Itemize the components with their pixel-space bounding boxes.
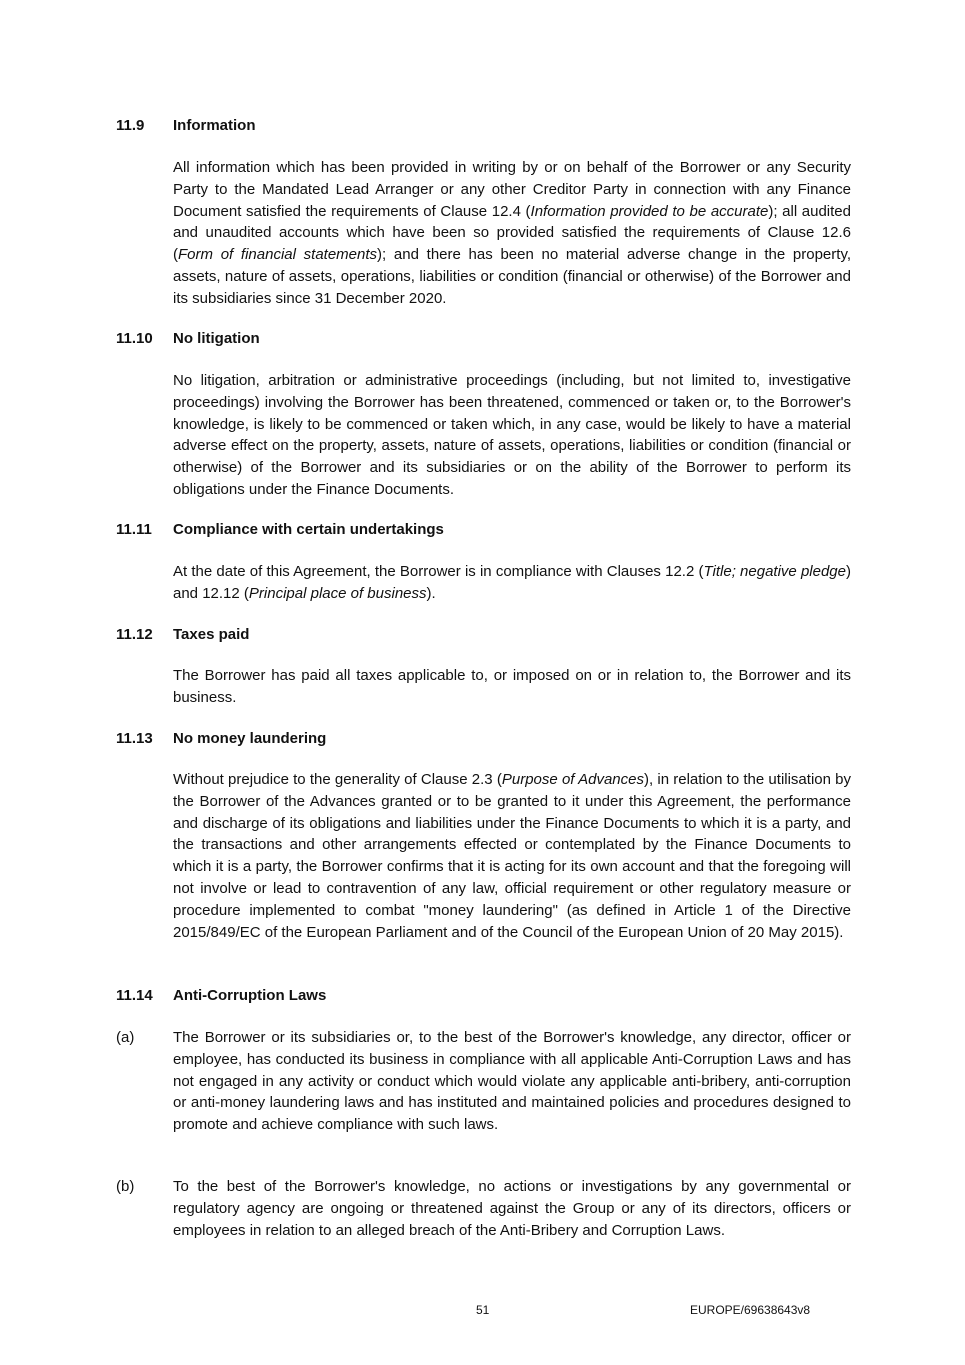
- text-run: At the date of this Agreement, the Borrower is in compliance with Clauses 12.2 (: [173, 563, 704, 580]
- section-title: No litigation: [173, 330, 260, 347]
- section-number: 11.12: [116, 626, 153, 643]
- page-number: 51: [476, 1303, 490, 1317]
- section-heading: [116, 115, 256, 137]
- section-paragraph: [173, 561, 851, 605]
- section-title: Information: [173, 117, 256, 134]
- list-item-text: The Borrower or its subsidiaries or, to the best of the Borrower's knowledge, any director, officer or employee, has conducted its business in compliance with all applicable Anti-Corruption Laws and has not engaged in any activity or conduct which would violate any applicable anti-bribery, anti-corruption or anti-money laundering laws and has instituted and maintained policies and procedures designed to promote and achieve compliance with such laws.: [173, 1029, 851, 1134]
- section-number: 11.11: [116, 521, 152, 538]
- text-run: The Borrower has paid all taxes applicable to, or imposed on or in relation to, the Borrower and its business.: [173, 667, 851, 706]
- section-number: 11.9: [116, 117, 145, 134]
- italic-reference: Title; negative pledge: [703, 563, 846, 580]
- section-heading: [116, 519, 444, 541]
- italic-reference: Form of financial statements: [178, 246, 378, 264]
- section-heading: [116, 985, 326, 1007]
- section-number: 11.14: [116, 987, 153, 1004]
- section-number: 11.13: [116, 730, 153, 747]
- text-run: ).: [426, 584, 436, 602]
- list-item-label: (a): [116, 1029, 135, 1046]
- text-run: ); all audited and unaudited accounts which have been so provided satisfied the requirements of Clause 12.6 (: [173, 202, 851, 264]
- section-paragraph: [173, 370, 851, 501]
- text-run: ), in relation to the utilisation by the Borrower of the Advances granted or to be granted to it under this Agreement, the performance and discharge of its obligations and liabilities under the Finance Documents to which it is a party, and the transactions and other arrangements effected or contemplated by the Finance Documents to which it is a party, the Borrower confirms that it is acting for its own account and that the foregoing will not involve or lead to contravention of any law, official requirement or other regulatory measure or procedure implemented to combat "money laundering" (as defined in Article 1 of the Directive 2015/849/EC of the European Parliament and of the Council of the European Union of 20 May 2015).: [173, 771, 852, 941]
- section-paragraph: [173, 665, 851, 709]
- italic-reference: Principal place of business: [248, 584, 427, 602]
- section-paragraph: [173, 157, 851, 310]
- section-heading: [116, 728, 326, 750]
- section-title: Taxes paid: [173, 626, 250, 643]
- section-paragraph: [173, 769, 851, 943]
- section-title: No money laundering: [173, 730, 327, 747]
- text-run: Without prejudice to the generality of Clause 2.3 (: [173, 771, 502, 788]
- text-run: All information which has been provided in writing by or on behalf of the Borrower or any Security Party to the Mandated Lead Arranger or any other Creditor Party in connection with any Finance Document satisfied the requirements of Clause 12.4 (: [173, 159, 851, 220]
- italic-reference: Purpose of Advances: [501, 771, 644, 788]
- section-heading: [116, 624, 249, 646]
- list-item-label: (b): [116, 1178, 135, 1195]
- list-item-text: To the best of the Borrower's knowledge, no actions or investigations by any governmental or regulatory agency are ongoing or threatened against the Group or any of its directors, officers or employees in relation to an alleged breach of the Anti-Bribery and Corruption Laws.: [173, 1178, 851, 1239]
- section-title: Anti-Corruption Laws: [173, 987, 327, 1004]
- italic-reference: Information provided to be accurate: [530, 202, 769, 220]
- text-run: ); and there has been no material adverse change in the property, assets, nature of assets, operations, liabilities or condition (financial or otherwise) of the Borrower and its subsidiaries since 31 December 2020.: [173, 246, 851, 307]
- text-run: No litigation, arbitration or administrative proceedings (including, but not limited to, investigative proceedings) involving the Borrower has been threatened, commenced or taken or, to the Borrower's knowledge, is likely to be commenced or taken which, in any case, would be likely to have a material adverse effect on the property, assets, nature of assets, operations, liabilities or condition (financial or otherwise) of the Borrower and its subsidiaries or on the ability of the Borrower to perform its obligations under the Finance Documents.: [173, 372, 851, 498]
- section-number: 11.10: [116, 330, 153, 347]
- section-heading: [116, 328, 260, 350]
- document-reference: EUROPE/69638643v8: [690, 1303, 811, 1317]
- text-run: ) and 12.12 (: [173, 563, 851, 602]
- section-title: Compliance with certain undertakings: [173, 521, 444, 538]
